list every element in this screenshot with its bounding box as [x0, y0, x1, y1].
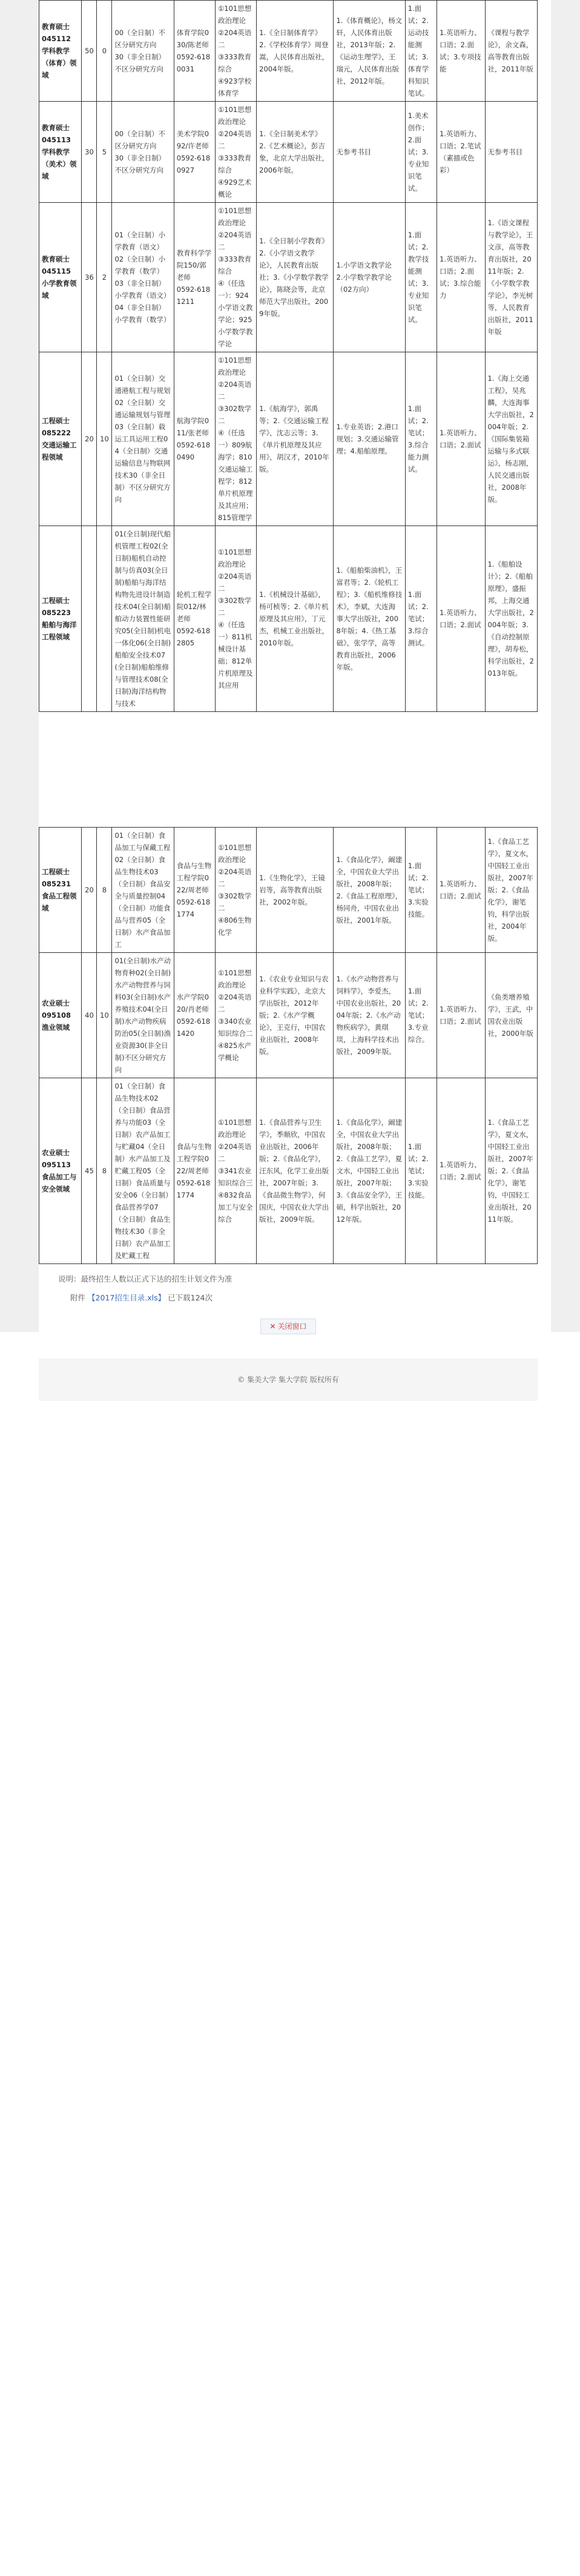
cell-books: 1.《机械设计基础》，杨可桢等；2.《单片机原理及其应用》，丁元杰，机械工业出版社，2010年版。 — [257, 526, 334, 712]
table-row — [39, 1078, 538, 1264]
cell-enroll: 20 — [82, 352, 97, 526]
cell-major: 教育硕士 045112 学科教学（体育）领域 — [39, 1, 82, 102]
cell-ref: 1.《食品工艺学》，夏文水，中国轻工业出版社，2007年版；2.《食品化学》，谢笔钧，科学出版社，2004年版。 — [485, 828, 537, 953]
cell-notes: 1.面试；2.笔试；3.实验技能。 — [405, 828, 437, 953]
cell-exam: ①101思想政治理论 ②204英语二 ③333教育综合 ④923学校体育学 — [215, 1, 256, 102]
table-row — [39, 526, 538, 712]
cell-extra: 1.英语听力、口语；2.笔试（素描或色彩） — [437, 102, 485, 203]
cell-exempt: 8 — [97, 828, 112, 953]
cell-extra: 1.英语听力、口语；2.面试 — [437, 352, 485, 526]
cell-books: 1.《食品营养与卫生学》，季顺欣，中国农业出版社，2006年版；2.《食品化学》，汪东风，化学工业出版社，2007年版；3.《食品微生物学》，何国庆，中国农业大学出版社，2009年版。 — [257, 1078, 334, 1264]
attachment-downloads: 已下载124次 — [168, 1293, 213, 1302]
cell-exempt: 8 — [97, 1078, 112, 1264]
close-icon: ✕ — [269, 1322, 276, 1331]
cell-ref: 1.《食品工艺学》，夏文水，中国轻工业出版社，2007年版；2.《食品化学》，谢笔钧，中国轻工业出版社，2011年版。 — [485, 1078, 537, 1264]
cell-exempt: 10 — [97, 953, 112, 1078]
catalog-content — [39, 0, 538, 1401]
cell-major: 农业硕士 095108 渔业领域 — [39, 953, 82, 1078]
cell-enroll: 50 — [82, 1, 97, 102]
cell-exam: ①101思想政治理论 ②204英语二 ③302数学二 ④（任选一）809航海学；810交通运输工程学；812单片机原理及其应用；815管理学 — [215, 352, 256, 526]
cell-direction: 01（全日制）食品生物技术02（全日制）食品营养与功能03（全日制）农产品加工与贮藏04（全日制）水产品加工及贮藏工程05（全日制）食品质量与安全06（全日制）食品营养学07（全日制）食品生物技术30（非全日制）农产品加工及贮藏工程 — [112, 1078, 174, 1264]
cell-ref: 无参考书目 — [485, 102, 537, 203]
note-label: 说明： — [58, 1274, 81, 1283]
cell-exam: ①101思想政治理论 ②204英语二 ③340农业知识综合二 ④825水产学概论 — [215, 953, 256, 1078]
cell-college: 教育科学学院150/郭老师 0592-6181211 — [174, 203, 215, 352]
cell-notes: 1.美术创作；2.面试；3.专业知识笔试。 — [405, 102, 437, 203]
cell-notes: 1.面试；2.笔试；3.专业综合。 — [405, 953, 437, 1078]
cell-retest: 1.《水产动物营养与饲料学》，李爱杰，中国农业出版社，2004年版；2.《水产动物疾病学》，黄琪琰，上海科学技术出版社，2009年版。 — [334, 953, 405, 1078]
cell-college: 体育学院030/陈老师 0592-6180031 — [174, 1, 215, 102]
cell-exempt: 10 — [97, 352, 112, 526]
cell-major: 农业硕士 095113 食品加工与安全领域 — [39, 1078, 82, 1264]
cell-retest: 1.《体育概论》，杨文轩，人民体育出版社，2013年版；2.《运动生理学》，王瑞元，人民体育出版社，2012年版。 — [334, 1, 405, 102]
attachment-prefix: 附件 — [70, 1293, 86, 1302]
cell-major: 工程硕士 085231 食品工程领域 — [39, 828, 82, 953]
cell-exempt: 0 — [97, 1, 112, 102]
cell-retest: 1.专业英语；2.港口规划；3.交通运输管理；4.船舶原理。 — [334, 352, 405, 526]
table-row — [39, 828, 538, 953]
cell-enroll: 30 — [82, 102, 97, 203]
cell-books: 1.《航海学》，郭禹等；2.《交通运输工程学》，沈志云等；3.《单片机原理及其应用》，胡汉才，2010年版。 — [257, 352, 334, 526]
cell-direction: 01（全日制）交通港航工程与规划02（全日制）交通运输规划与管理03（全日制）载运工具运用工程04（全日制）交通运输信息与物联网技术30（非全日制）不区分研究方向 — [112, 352, 174, 526]
cell-notes: 1.面试；2.笔试；3.综合能力测试。 — [405, 352, 437, 526]
cell-direction: 01(全日制)水产动物育种02(全日制)水产动物营养与饲料03(全日制)水产养殖技术04(全日制)水产动物疾病防治05(全日制)渔业资源30(非全日制)不区分研究方向 — [112, 953, 174, 1078]
cell-enroll — [82, 526, 97, 712]
cell-notes: 1.面试；2.教学技能测试；3.专业知识笔试。 — [405, 203, 437, 352]
cell-books: 1.《全日制小学教育》 2.《小学语文教学论》，人民教育出版社；3.《小学数学教学论》，陈晓会等，北京师范大学出版社，2009年版。 — [257, 203, 334, 352]
cell-extra: 1.英语听力、口语；2.面试 — [437, 828, 485, 953]
cell-major: 工程硕士 085222 交通运输工程领域 — [39, 352, 82, 526]
close-window-label: 关闭窗口 — [277, 1322, 307, 1331]
cell-exam: ①101思想政治理论 ②204英语二 ③333教育综合 ④929艺术概论 — [215, 102, 256, 203]
enrollment-note — [58, 1273, 538, 1286]
cell-ref: 1.《船舶设计》；2.《船舶原理》，盛振邦，上海交通大学出版社，2004年版；3.《自动控制原理》，胡寿松，科学出版社，2013年版。 — [485, 526, 537, 712]
cell-notes: 1.面试；2.笔试；3.综合测试。 — [405, 526, 437, 712]
footer-text: © 集美大学 集大学院 版权所有 — [237, 1375, 339, 1384]
cell-college: 食品与生物工程学院022/周老师 0592-6181774 — [174, 828, 215, 953]
cell-enroll: 36 — [82, 203, 97, 352]
cell-books: 1.《全日制体育学》 2.《学校体育学》周登嵩，人民体育出版社，2004年版。 — [257, 1, 334, 102]
cell-exempt: 2 — [97, 203, 112, 352]
close-window-button[interactable] — [260, 1319, 316, 1334]
cell-ref: 《鱼类增养殖学》，王武，中国农业出版社，2000年版 — [485, 953, 537, 1078]
cell-books: 1.《生物化学》，王镜岩等，高等教育出版社，2002年版。 — [257, 828, 334, 953]
cell-notes: 1.面试；2.运动技能测试；3.体育学科知识笔试。 — [405, 1, 437, 102]
table-row — [39, 352, 538, 526]
note-text: 最终招生人数以正式下达的招生计划文件为准 — [81, 1274, 232, 1283]
cell-direction: 01（全日制）食品加工与保藏工程02（全日制）食品生物技术03（全日制）食品安全与质量控制04（全日制）功能食品与营养05（全日制）水产食品加工 — [112, 828, 174, 953]
cell-ref: 《课程与教学论》，余文森，高等教育出版社，2011年版 — [485, 1, 537, 102]
cell-direction: 00（全日制）不区分研究方向 30（非全日制）不区分研究方向 — [112, 102, 174, 203]
cell-exempt — [97, 526, 112, 712]
cell-direction: 01（全日制）小学教育（语文） 02（全日制）小学教育（数学） 03（非全日制）小学教育（语文） 04（非全日制）小学教育（数学） — [112, 203, 174, 352]
cell-books: 1.《农业专业知识与农业科学实践》，北京大学出版社，2012年版；2.《水产学概论》，王克行，中国农业出版社，2008年版。 — [257, 953, 334, 1078]
cell-notes: 1.面试；2.笔试；3.实验技能。 — [405, 1078, 437, 1264]
cell-enroll: 40 — [82, 953, 97, 1078]
attachment-line — [70, 1292, 538, 1303]
cell-retest: 无参考书目 — [334, 102, 405, 203]
cell-major: 工程硕士 085223 船舶与海洋工程领域 — [39, 526, 82, 712]
cell-enroll: 20 — [82, 828, 97, 953]
cell-direction: 00（全日制）不区分研究方向 30（非全日制）不区分研究方向 — [112, 1, 174, 102]
table-row — [39, 102, 538, 203]
cell-retest: 1.《食品化学》，阚建全，中国农业大学出版社，2008年版；2.《食品工程原理》，杨同舟，中国农业出版社，2001年版。 — [334, 828, 405, 953]
cell-extra: 1.英语听力、口语；2.面试；3.综合能力 — [437, 203, 485, 352]
cell-college: 食品与生物工程学院022/周老师 0592-6181774 — [174, 1078, 215, 1264]
table-row — [39, 1, 538, 102]
page-footer — [39, 1359, 538, 1401]
cell-college: 轮机工程学院012/林老师 0592-6182805 — [174, 526, 215, 712]
cell-exam: ①101思想政治理论 ②204英语二 ③302数学二 ④（任选一）811机械设计基础；812单片机原理及其应用 — [215, 526, 256, 712]
cell-major: 教育硕士 045115 小学教育领域 — [39, 203, 82, 352]
catalog-table-1 — [39, 0, 538, 712]
cell-major: 教育硕士 045113 学科教学（美术）领域 — [39, 102, 82, 203]
cell-exam: ①101思想政治理论 ②204英语二 ③341农业知识综合三 ④832食品加工与安全综合 — [215, 1078, 256, 1264]
cell-ref: 1.《海上交通工程》，吴兆麟，大连海事大学出版社，2004年版；2.《国际集装箱运输与多式联运》，杨志刚，人民交通出版社，2008年版。 — [485, 352, 537, 526]
cell-enroll: 45 — [82, 1078, 97, 1264]
table-row — [39, 203, 538, 352]
cell-books: 1.《全日制美术学》 2.《艺术概论》，彭吉象，北京大学出版社，2006年版。 — [257, 102, 334, 203]
cell-exempt: 5 — [97, 102, 112, 203]
cell-college: 水产学院020/肖老师 0592-6181420 — [174, 953, 215, 1078]
cell-retest: 1.《食品化学》，阚建全，中国农业大学出版社，2008年版；2.《食品工艺学》，夏文水，中国轻工业出版社，2007年版；3.《食品安全学》，王硕，科学出版社，2012年版。 — [334, 1078, 405, 1264]
cell-ref: 1.《语文课程与教学论》，王文彦，高等教育出版社，2011年版；2.《小学数学教学论》，李光树等，人民教育出版社，2011年版 — [485, 203, 537, 352]
cell-college: 美术学院092/许老师 0592-6180927 — [174, 102, 215, 203]
cell-extra: 1.英语听力、口语；2.面试 — [437, 953, 485, 1078]
catalog-table-2 — [39, 827, 538, 1264]
table-row — [39, 953, 538, 1078]
cell-extra: 1.英语听力、口语；2.面试 — [437, 1078, 485, 1264]
cell-exam: ①101思想政治理论 ②204英语二 ③333教育综合 ④（任选一）：924小学语文教学论；925小学数学教学论 — [215, 203, 256, 352]
cell-retest: 1.《船舶柴油机》，王富君等；2.《轮机工程》；3.《船机维修技术》，李斌，大连海事大学出版社，2008年版；4.《热工基础》，张学学，高等教育出版社，2006年版。 — [334, 526, 405, 712]
cell-exam: ①101思想政治理论 ②204英语二 ③302数学二 ④806生物化学 — [215, 828, 256, 953]
cell-direction: 01(全日制)现代船机管理工程02(全日制)船机自动控制与仿真03(全日制)船舶与海洋结构物先进设计制造技术04(全日制)船舶动力装置性能研究05(全日制)机电一体化06(全日制)船舶安全技术07(全日制)船舶维修与管理技术08(全日制)海洋结构物与技术 — [112, 526, 174, 712]
cell-college: 航海学院011/张老师 0592-6180490 — [174, 352, 215, 526]
attachment-link[interactable]: 【2017招生目录.xls】 — [88, 1293, 166, 1302]
cell-retest: 1.小学语文教学论 2.小学数学教学论（02方向） — [334, 203, 405, 352]
cell-extra: 1.英语听力、口语；2.面试；3.专项技能 — [437, 1, 485, 102]
cell-extra: 1.英语听力、口语；2.面试 — [437, 526, 485, 712]
